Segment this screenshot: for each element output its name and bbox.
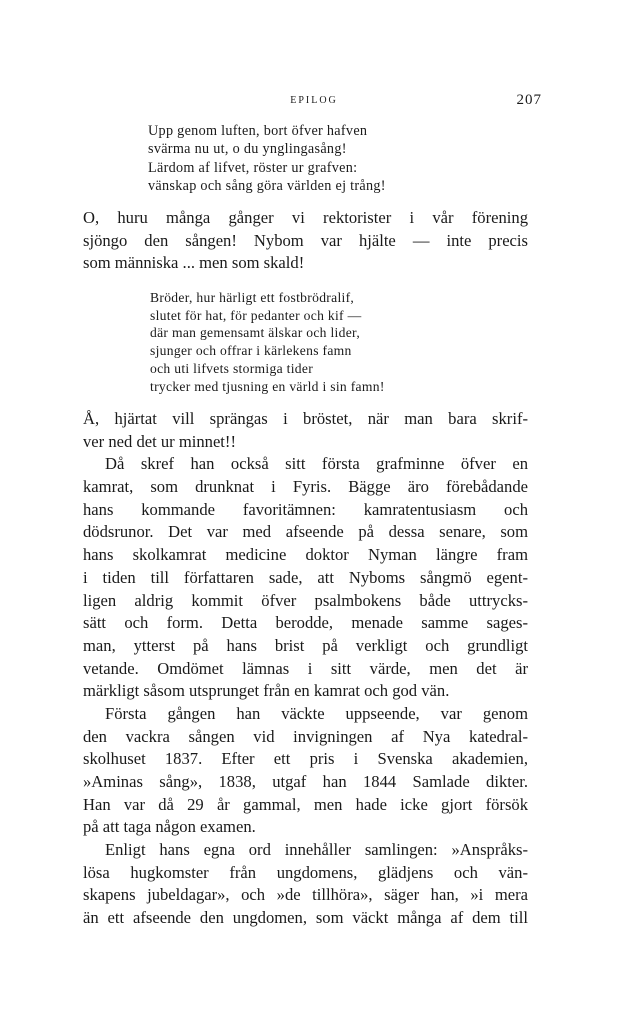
text-line: Å, hjärtat vill sprängas i bröstet, när man bara skrif-: [83, 409, 528, 428]
text-line: kamrat, som drunknat i Fyris. Bägge äro förebådande: [83, 477, 528, 497]
text-line: ligen aldrig kommit öfver psalmbokens både uttrycks-: [83, 590, 528, 610]
text-line: som människa ... men som skald!: [83, 253, 305, 273]
text-line: hans kommande favoritämnen: kamratentusiasm och: [83, 499, 528, 519]
verse-stanza-2: [150, 289, 385, 395]
text-line: Han var då 29 år gammal, men hade icke gjort försök: [83, 794, 528, 814]
text-line: den vackra sången vid invigningen af Nya katedral-: [83, 726, 528, 746]
body-text: [83, 408, 528, 930]
text-line: »Aminas sång», 1838, utgaf han 1844 Samlade dikter.: [83, 772, 528, 791]
text-line: skapens jubeldagar», och »de tillhöra», säger han, »i mera: [83, 885, 528, 905]
verse-line: Lärdom af lifvet, röster ur grafven:: [148, 159, 358, 176]
verse-line: sjunger och offrar i kärlekens famn: [150, 343, 352, 359]
verse-stanza-1: [148, 122, 386, 195]
text-line: vetande. Omdömet lämnas i sitt värde, men det är: [83, 658, 528, 678]
text-line: O, huru många gånger vi rektorister i vår förening: [83, 208, 528, 227]
text-line: i tiden till författaren sade, att Nyboms sångmö egent-: [83, 567, 528, 587]
verse-line: där man gemensamt älskar och lider,: [150, 325, 361, 341]
text-line: hans skolkamrat medicine doktor Nyman längre fram: [83, 545, 528, 565]
text-line: sjöngo den sången! Nybom var hjälte — inte precis: [83, 230, 528, 250]
verse-line: Bröder, hur härligt ett fostbrödralif,: [150, 290, 355, 305]
text-line: skolhuset 1837. Efter ett pris i Svenska akademien,: [83, 749, 528, 769]
text-line: ver ned det ur minnet!!: [83, 431, 236, 451]
verse-line: trycker med tjusning en värld i sin famn!: [150, 378, 385, 394]
page-number: 207: [516, 92, 542, 108]
text-line: dödsrunor. Det var med afseende på dessa senare, som: [83, 522, 528, 542]
text-line: sätt och form. Detta berodde, menade samme sages-: [83, 613, 528, 633]
running-title: EPILOG: [290, 95, 338, 106]
running-head: [82, 92, 546, 110]
text-line: lösa hugkomster från ungdomens, glädjens och vän-: [83, 862, 528, 882]
text-line: Enligt hans egna ord innehåller samlingen: »Anspråks-: [105, 840, 528, 860]
verse-line: Upp genom luften, bort öfver hafven: [148, 123, 368, 139]
verse-line: slutet för hat, för pedanter och kif —: [150, 307, 362, 323]
verse-line: och uti lifvets stormiga tider: [150, 360, 314, 376]
paragraph-1: [83, 207, 528, 275]
text-line: märkligt såsom utsprunget från en kamrat och god vän.: [83, 681, 450, 701]
verse-line: vänskap och sång göra världen ej trång!: [148, 177, 386, 194]
verse-line: svärma nu ut, o du ynglingasång!: [148, 141, 347, 158]
text-line: Första gången han väckte uppseende, var genom: [105, 703, 528, 723]
text-line: än ett afseende den ungdomen, som väckt många af dem till: [83, 908, 528, 928]
text-line: Då skref han också sitt första grafminne öfver en: [105, 454, 528, 474]
text-line: man, ytterst på hans brist på verkligt och grundligt: [83, 635, 528, 655]
text-line: på att taga någon examen.: [83, 817, 256, 837]
